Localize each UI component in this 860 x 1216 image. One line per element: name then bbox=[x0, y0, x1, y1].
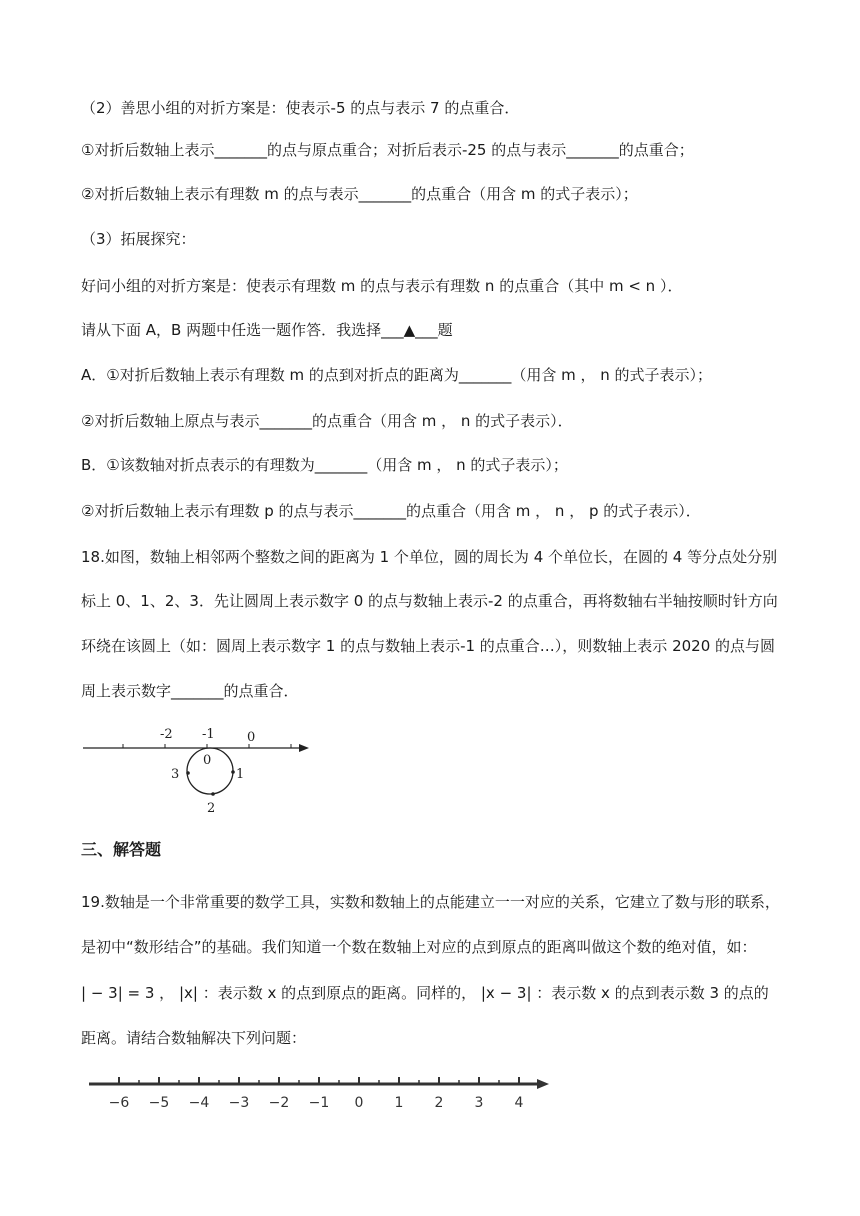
tick-label: 2 bbox=[434, 1095, 444, 1111]
text-line: 距离。请结合数轴解决下列问题： bbox=[81, 1029, 307, 1047]
section-title: 三、解答题 bbox=[81, 840, 162, 859]
text-line: 请从下面 A，B 两题中任选一题作答．我选择___▲___题 bbox=[81, 321, 453, 339]
number-line-figure bbox=[85, 1055, 555, 1115]
tick-label: −1 bbox=[308, 1095, 330, 1111]
text-line: 周上表示数字_______的点重合． bbox=[81, 682, 299, 700]
tick-label: 3 bbox=[474, 1095, 484, 1111]
tick-group bbox=[119, 1077, 519, 1084]
text-line: ②对折后数轴上表示有理数 p 的点与表示_______的点重合（用含 m ， n ， p 的式子表示）． bbox=[81, 502, 701, 520]
circle-point bbox=[186, 771, 190, 775]
axis-label: -2 bbox=[160, 727, 173, 742]
circle-point bbox=[211, 792, 215, 796]
text-line: 好问小组的对折方案是：使表示有理数 m 的点与表示有理数 n 的点重合（其中 m < n ）． bbox=[81, 277, 683, 295]
text-line: 19.数轴是一个非常重要的数学工具，实数和数轴上的点能建立一一对应的关系，它建立了数与形的联系， bbox=[81, 893, 780, 911]
text-line: | − 3| = 3 ， |x| ：表示数 x 的点到原点的距离。同样的， |x − 3| ：表示数 x 的点到表示数 3 的点的 bbox=[81, 984, 769, 1002]
text-line: ②对折后数轴上表示有理数 m 的点与表示_______的点重合（用含 m 的式子表示）； bbox=[81, 185, 638, 203]
text-line: 标上 0、1、2、3．先让圆周上表示数字 0 的点与数轴上表示-2 的点重合，再将数轴右半轴按顺时针方向 bbox=[81, 592, 778, 610]
tick-label: −5 bbox=[148, 1095, 170, 1111]
tick-label: −2 bbox=[268, 1095, 290, 1111]
axis-arrow bbox=[537, 1079, 549, 1089]
axis-label: -1 bbox=[202, 727, 215, 742]
tick-label: −6 bbox=[108, 1095, 130, 1111]
axis-arrow bbox=[299, 744, 309, 752]
text-line: 是初中“数形结合”的基础。我们知道一个数在数轴上对应的点到原点的距离叫做这个数的绝对值，如： bbox=[81, 938, 757, 956]
tick-label: 0 bbox=[354, 1095, 364, 1111]
text-line: 18.如图，数轴上相邻两个整数之间的距离为 1 个单位，圆的周长为 4 个单位长，在圆的 4 等分点处分别 bbox=[81, 548, 778, 566]
tick-label: 4 bbox=[514, 1095, 524, 1111]
text-line: ②对折后数轴上原点与表示_______的点重合（用含 m ， n 的式子表示）． bbox=[81, 412, 573, 430]
axis-label: 0 bbox=[247, 730, 256, 745]
text-line: A．①对折后数轴上表示有理数 m 的点到对折点的距离为_______（用含 m ， n 的式子表示）； bbox=[81, 366, 713, 384]
tick-label: 1 bbox=[394, 1095, 404, 1111]
number-line-circle-figure bbox=[75, 720, 325, 820]
text-line: （3）拓展探究： bbox=[81, 230, 196, 248]
tick-label: −4 bbox=[188, 1095, 210, 1111]
text-line: B．①该数轴对折点表示的有理数为_______（用含 m ， n 的式子表示）； bbox=[81, 456, 568, 474]
circle-label: 2 bbox=[207, 801, 216, 816]
circle-point bbox=[231, 770, 235, 774]
circle-label: 0 bbox=[203, 753, 212, 768]
circle-label: 1 bbox=[236, 767, 245, 782]
text-line: （2）善思小组的对折方案是：使表示-5 的点与表示 7 的点重合． bbox=[81, 99, 520, 117]
tick-label-group bbox=[109, 1095, 524, 1111]
tick-label: −3 bbox=[228, 1095, 250, 1111]
text-line: ①对折后数轴上表示_______的点与原点重合；对折后表示-25 的点与表示_______的点重合； bbox=[81, 141, 694, 159]
circle-label: 3 bbox=[171, 767, 180, 782]
text-line: 环绕在该圆上（如：圆周上表示数字 1 的点与数轴上表示-1 的点重合…），则数轴上表示 2020 的点与圆 bbox=[81, 637, 776, 655]
